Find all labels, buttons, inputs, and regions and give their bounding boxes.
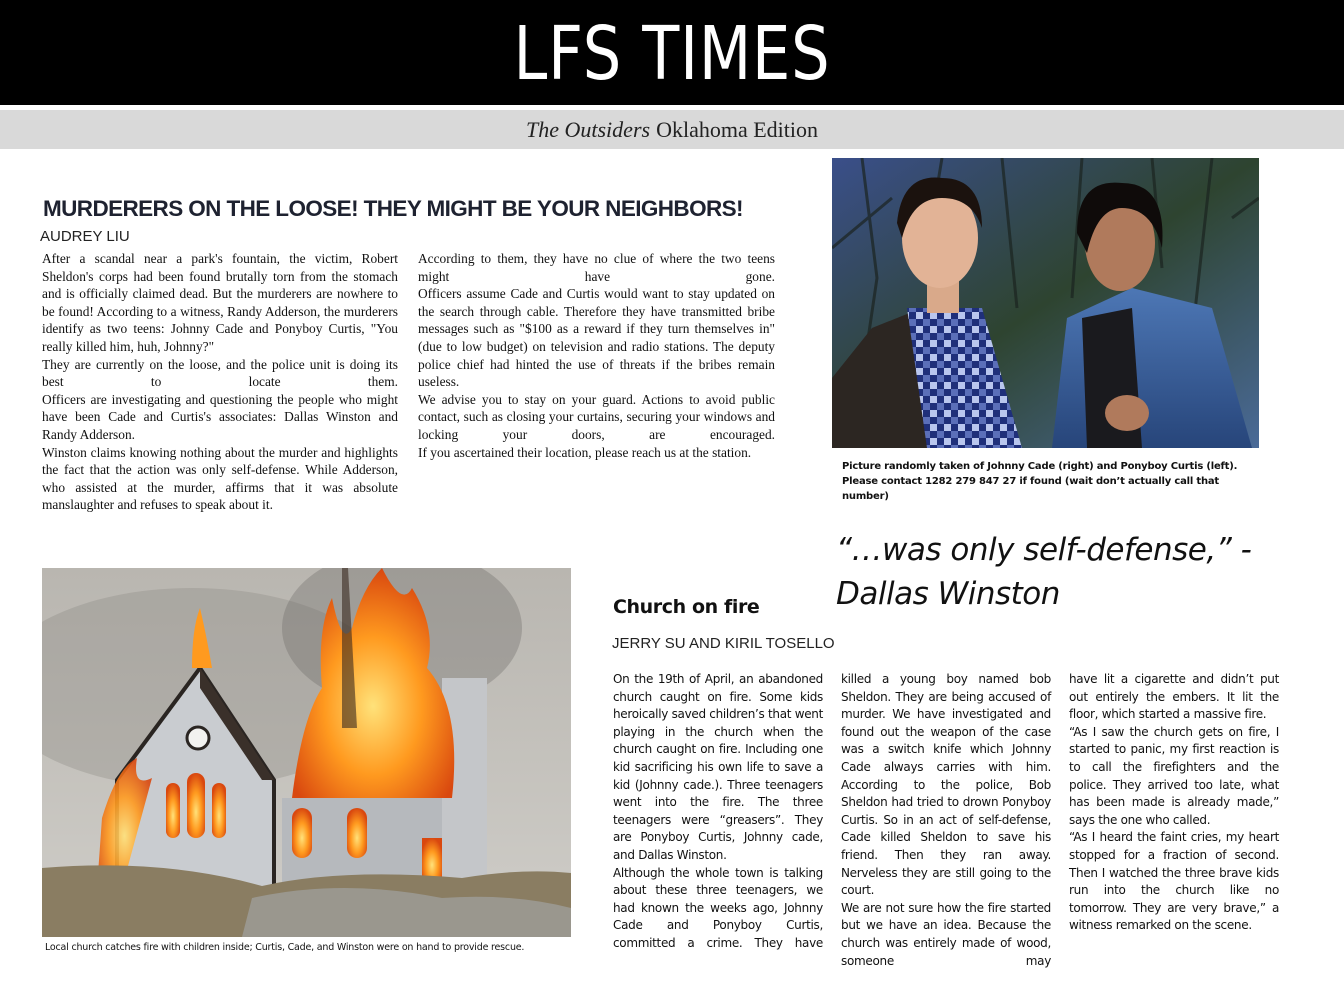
edition-book-title: The Outsiders xyxy=(526,117,651,142)
paragraph: have lit a cigarette and didn’t put out entirely the embers. It lit the floor, which started a massive fire. xyxy=(1069,672,1279,722)
photo-caption-boys xyxy=(842,459,1262,504)
paragraph: killed a young boy named bob Sheldon. They are being accused of murder. We have investigated and found out the weapon of the case was a switch knife which Johnny Cade always carries with him. According to the police, Bob Sheldon had tried to drown Ponyboy Curtis. So in an act of self-defense, Cade killed Sheldon to save his friend. Then they ran away. Nerveless they are still going to the court. xyxy=(841,672,1051,898)
paragraph: They are currently on the loose, and the police unit is doing its best to locate them. xyxy=(42,356,398,390)
newspaper-title: LFS TIMES xyxy=(513,11,831,97)
paragraph: Officers assume Cade and Curtis would want to stay updated on the search through cable. Therefore they have transmitted bribe messages such as "$100 as a reward if they turn themselves in" (due to low budget) on television and radio stations. The deputy police chief had hinted the use of threats if the bribes remain useless. xyxy=(418,286,775,390)
article-byline: JERRY SU AND KIRIL TOSELLO xyxy=(612,635,835,652)
article-headline: Church on fire xyxy=(613,596,760,618)
article-headline: MURDERERS ON THE LOOSE! THEY MIGHT BE YOUR NEIGHBORS! xyxy=(43,196,743,221)
paragraph: Officers are investigating and questioning the people who might have been Cade and Curtis's associates: Dallas Winston and Randy Adderson. xyxy=(42,391,398,442)
article-column-3 xyxy=(613,671,823,953)
masthead xyxy=(0,0,1344,105)
article-column-1 xyxy=(42,250,398,514)
edition-label xyxy=(0,117,1344,143)
paragraph: After a scandal near a park's fountain, the victim, Robert Sheldon's corps had been found brutally torn from the stomach and is officially claimed dead. But the murderers are nowhere to be found! According to a witness, Randy Adderson, the murderers identify as two teens: Johnny Cade and Ponyboy Curtis, "You really killed him, huh, Johnny?" xyxy=(42,251,398,354)
photo-johnny-and-ponyboy xyxy=(832,158,1259,448)
article-column-2 xyxy=(418,250,775,461)
paragraph: If you ascertained their location, please reach us at the station. xyxy=(418,444,752,460)
paragraph: “As I heard the faint cries, my heart stopped for a fraction of second. Then I watched the three brave kids run into the church like no tomorrow. They are very brave,” a witness remarked on the scene. xyxy=(1069,830,1279,933)
boys-photo-illustration xyxy=(832,158,1259,448)
paragraph: We advise you to stay on your guard. Actions to avoid public contact, such as closing your curtains, securing your windows and locking your doors, are encouraged. xyxy=(418,391,775,442)
paragraph: On the 19th of April, an abandoned church caught on fire. Some kids heroically saved children’s that went playing in the church when the church caught on fire. Including one kid sacrificing his own life to save a kid (Johnny cade.). Three teenagers went into the fire. The three teenagers were “greasers”. They are Ponyboy Curtis, Johnny cade, and Dallas Winston. xyxy=(613,672,824,862)
paragraph: According to them, they have no clue of where the two teens might have gone. xyxy=(418,251,775,284)
article-byline: AUDREY LIU xyxy=(40,228,130,245)
photo-burning-church xyxy=(42,568,571,937)
caption-line-2: Please contact 1282 279 847 27 if found (wait don’t actually call that number) xyxy=(842,476,1219,502)
edition-bar xyxy=(0,110,1344,149)
photo-caption-church: Local church catches fire with children inside; Curtis, Cade, and Winston were on hand to provide rescue. xyxy=(45,942,525,953)
paragraph: We are not sure how the fire started but we have an idea. Because the church was entirely made of wood, someone may xyxy=(841,900,1051,968)
paragraph: “As I saw the church gets on fire, I started to panic, my first reaction is to call the firefighters and the police. They arrived too late, what has been made is already made,” says the one who called. xyxy=(1069,724,1279,827)
pull-quote: “…was only self-defense,” - Dallas Winston xyxy=(836,532,1252,612)
church-photo-illustration xyxy=(42,568,571,937)
paragraph: Although the whole town is talking about these three teenagers, we had known the weeks ago, Johnny Cade and Ponyboy Curtis, committed a crime. They have xyxy=(613,865,823,950)
article-column-5 xyxy=(1069,671,1279,935)
edition-name: Oklahoma Edition xyxy=(656,117,818,142)
article-column-4 xyxy=(841,671,1051,970)
paragraph: Winston claims knowing nothing about the murder and highlights the fact that the action was only self-defense. While Adderson, who assisted at the murder, affirms that it was absolute manslaughter and refuses to speak about it. xyxy=(42,444,398,513)
caption-line-1: Picture randomly taken of Johnny Cade (right) and Ponyboy Curtis (left). xyxy=(842,461,1238,472)
